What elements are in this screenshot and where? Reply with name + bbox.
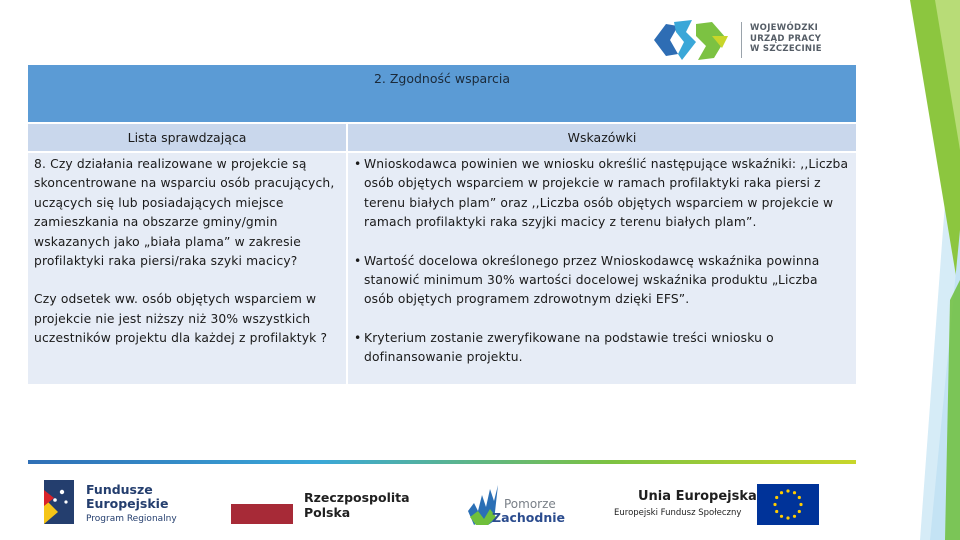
hint-item (354, 155, 850, 233)
checklist-question-8: 8. Czy działania realizowane w projekcie są skoncentrowane na wsparciu osób pracujących, uczących się lub posiadających miejsce zamieszkania na obszarze gminy/gmin wskazanych jako „biała plama” w zakresie profilaktyki raka piersi/raka szyki macicy? (34, 157, 335, 269)
flag-white-stripe (231, 484, 293, 504)
flag-red-stripe (231, 504, 293, 524)
logo-separator (741, 22, 742, 58)
rp-line1: Rzeczpospolita (304, 490, 410, 505)
polish-flag-icon (231, 484, 293, 524)
bullet-icon: • (354, 330, 362, 345)
eu-flag-icon (757, 484, 819, 525)
wup-org-line1: WOJEWÓDZKI (750, 23, 819, 33)
pz-line2: Zachodnie (492, 510, 566, 525)
decorative-triangles (850, 0, 960, 540)
fe-subtitle: Program Regionalny (86, 514, 177, 524)
table-row (28, 153, 856, 384)
hint-item (354, 329, 850, 368)
fe-line2: Europejskie (86, 496, 169, 511)
hints-cell (348, 153, 856, 384)
hint-target-value: Wartość docelowa określonego przez Wnioskodawcę wskaźnika powinna stanowić minimum 30% wartości docelowej wskaźnika produktu „Liczba osób objętych programem zdrowotnym dzięki EFS”. (364, 253, 820, 307)
checklist-table (28, 124, 856, 384)
rp-line2: Polska (304, 505, 351, 520)
ue-title: Unia Europejska (638, 489, 757, 504)
hint-item (354, 252, 850, 310)
hint-indicators: Wnioskodawca powinien we wniosku określić następujące wskaźniki: ,,Liczba osób objętych wsparciem w projekcie w ramach profilaktyki raka piersi z terenu białych plam” oraz ,,Liczba osób objętych wsparciem w projekcie w ramach profilaktyki raka szyjki macicy z terenu białych plam”. (364, 157, 849, 230)
page-title: 2. Zgodność wsparcia (373, 71, 511, 86)
wup-org-name (750, 23, 822, 55)
bullet-icon: • (354, 253, 362, 268)
wup-org-line3: W SZCZECINIE (750, 44, 822, 54)
checklist-cell (28, 153, 346, 384)
checklist-question-percentage: Czy odsetek ww. osób objętych wsparciem w projekcie nie jest niższy niż 30% wszystkich uczestników projektu dla każdej z profilaktyk ? (34, 292, 328, 346)
header-checklist: Lista sprawdzająca (28, 124, 346, 151)
bullet-icon: • (354, 157, 362, 171)
wup-org-line2: URZĄD PRACY (750, 33, 822, 44)
hint-verification: Kryterium zostanie zweryfikowane na podstawie treści wniosku o dofinansowanie projektu. (364, 330, 774, 365)
fe-title (86, 483, 168, 511)
fundusze-europejskie-icon (44, 476, 76, 528)
pz-line1: Pomorze (504, 497, 556, 511)
fe-line1: Fundusze (86, 482, 153, 497)
footer-stripe (28, 460, 856, 464)
title-bar (28, 65, 856, 122)
rp-title (304, 490, 410, 520)
ue-subtitle: Europejski Fundusz Społeczny (614, 508, 742, 518)
table-header-row (28, 124, 856, 151)
header-hints: Wskazówki (348, 124, 856, 151)
